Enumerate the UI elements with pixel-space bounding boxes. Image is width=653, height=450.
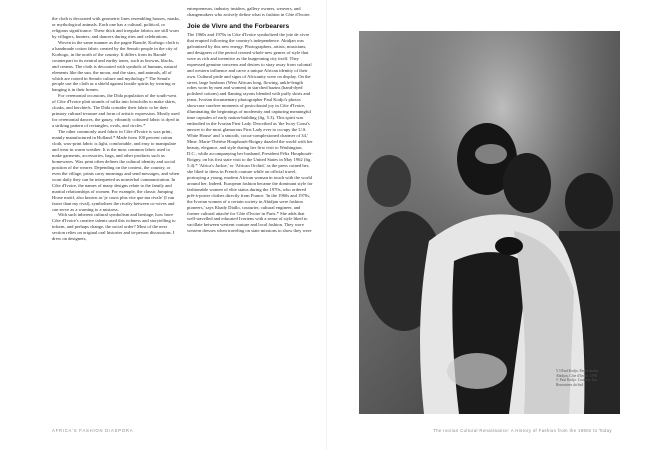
- paragraph: The other commonly used fabric in Côte d'Ivoire is wax print, mainly manufactured in Holland.* Made from 100 percent cotton cloth, wax-print fabric is light, comfortable, and easy to manipulate and wear in warm weather. It is the most common fabric used to make garments, accessories, bags, and other products such as homewares. Wax print often defines the cultural identity and social position of the wearer. Depending on the context, the country, or even the village, prints carry meanings and send messages, and when worn daily they can be interpreted as nonverbal communication. In Côte d'Ivoire, the names of many designs relate to the family and marital relationships of women. For example, the classic Jumping Horse motif, also known as 'je cours plus vite que ma rivale' (I run faster than my rival), symbolizes the rivalry between co-wives and can serve as a warning to a mistress.: [52, 129, 180, 212]
- left-page-column-2: [187, 6, 313, 396]
- paragraph: With such inherent cultural symbolism and heritage, how have Côte d'Ivoire's creative talents used this richness and storytelling to inform, and perhaps change, the social order? Most of the next section relies on original oral histories and in-person discussions. I drew on designers,: [52, 212, 176, 242]
- caption-line: © Paul Kodjo. Courtesy Les: [556, 378, 597, 383]
- paragraph: For ceremonial occasions, the Dida population of the south-west of Côte d'Ivoire plait strands of raffia into loincloths to make skirts, cloaks, and kerchiefs. The Dida consider their fabric to be their primary cultural treasure and form of artistic expression. Mostly used for ceremonial dances, the gauzy, vibrantly coloured fabric is dyed in a striking pattern of rectangles, ovals, and circles.*: [52, 93, 180, 129]
- caption-line: Rencontres du Sud: [556, 382, 584, 387]
- paragraph: The 1960s and 1970s in Côte d'Ivoire symbolized the joie de vivre that erupted following the country's independence. Abidjan was galvanized by this new energy. Photographers, artists, musicians, and designers of the period created whole new genres of style that were as rich and inventive as the burgeoning city itself. They expressed genuine concerns and desires to stray away from colonial and western influence and carve a unique African identity of their own. Cultural pride and signs of Africanity were on display. On the street, large boubous (West African long, flowing, ankle-length robes worn by men and women) in starched bazins (hand-dyed polished cottons) and flaming rayons blended with puffy skirts and jeans. Ivorian documentary photographer Paul Kodjo's photos showcase carefree moments of postcolonial joy in Côte d'Ivoire, illuminating the beginnings of modernity and capturing meaningful time capsules of early nation-building (fig. 5.3). This spirit was embodied in the Ivorian First Lady. Described as 'the Ivory Coast's answer to the most glamorous First Lady ever to occupy the U.S. White House' and 'a smooth, cocoa-complexioned charmer of 34,' Mme. Marie-Thérèse Houphouët-Boigny dazzled the world with her beauty, elegance, and style during her first visit to Washington, D.C., while accompanying her husband, President Félix Houphouët-Boigny, on his first state visit to the United States in May 1962 (fig. 5.4).* 'Africa's Jackie,' or 'African Orchid,' as the press coined her, she liked to dress in French couture while on official travel, portraying a young, modern African woman in touch with the world around her. Indeed, European fashion became the dominant style for fashionable women of elite status during the 1970s, who ordered prêt-à-porter clothes directly from France. 'In the 1960s and 1970s, the Ivorian women of a certain society in Abidjan were fashion pioneers,' says Khady Diallo, couturier, cultural engineer, and former cultural attaché for Côte d'Ivoire in Paris.* She adds that well-travelled and educated Ivoriens with a sense of style liked to vacillate between western couture and local fashion. They wore western dresses when traveling on state missions to show they were: [187, 31, 313, 234]
- paragraph: entrepreneurs, industry insiders, gallery owners, weavers, and changemakers who actively define what is fashion in Côte d'Ivoire.: [187, 6, 311, 17]
- caption-line: 5.3 Paul Kodjo, Parlez moins,: [556, 369, 600, 373]
- book-title-footer: AFRICA'S FASHION DIASPORA: [52, 428, 134, 433]
- photo-caption: [556, 369, 612, 387]
- paragraph: Woven in the same manner as the pagne Baoulé, Korhogo cloth is a handmade cotton fabric created by the Senufo people in the city of Korhogo, in the north of the country. It differs from its Baoulé counterpart in its neutral and earthy tones, such as browns, blacks, and creams. The cloth is decorated with symbols of humans, natural elements like the sun, the moon, and the stars, and animals, all of which are rooted in Senufo culture and mythology.* The Senufo people use the cloth as a shield against hostile spirits by wearing or hanging it in their homes.: [52, 39, 180, 93]
- paragraph: the cloth is decorated with geometric lines resembling houses, masks, or mythological animals. Each one has a cultural, political, or religious significance. These thick and irregular fabrics are still worn by villagers, hunters, and dancers during rites and celebrations.: [52, 16, 180, 39]
- nightclub-photograph: [359, 31, 620, 414]
- photo-image: [359, 31, 620, 414]
- page-gutter: [326, 0, 327, 450]
- caption-line: Abidjan, Côte d'Ivoire, 1970: [556, 373, 598, 378]
- section-heading: Joie de Vivre and the Forbearers: [187, 22, 290, 30]
- chapter-title-footer: The Ivorian Cultural Renaissance: A History of Fashion from the 1960s to Today: [433, 428, 612, 433]
- left-page-column-1: [52, 16, 180, 406]
